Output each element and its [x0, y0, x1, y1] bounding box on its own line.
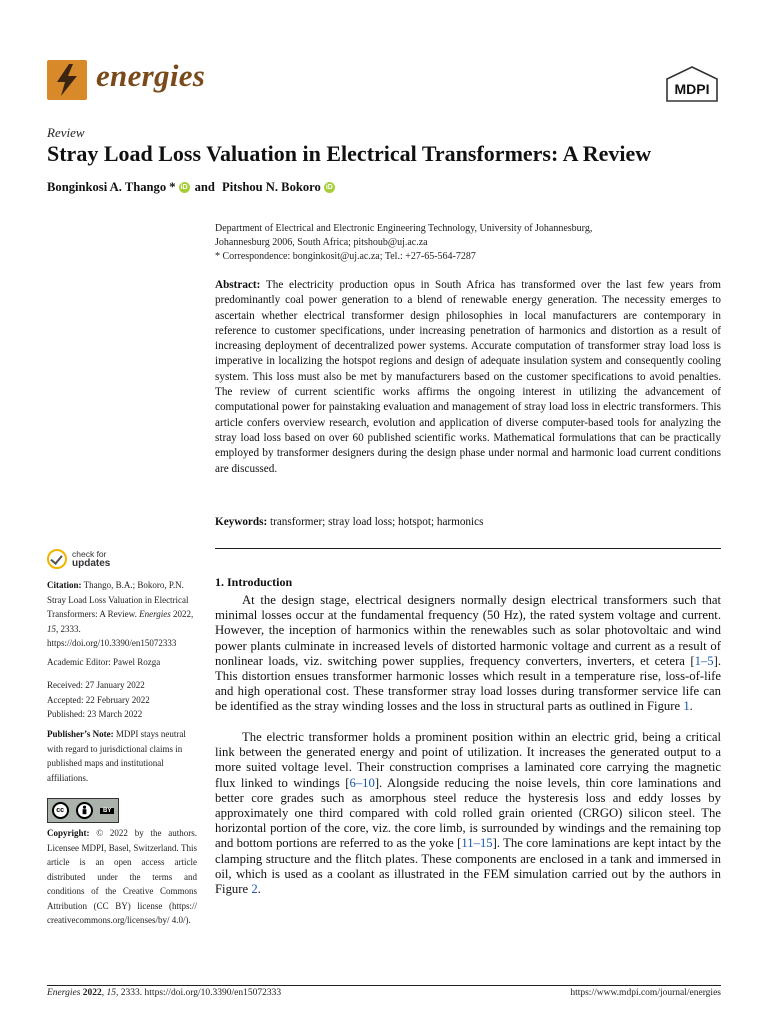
- footer-volume: 15: [106, 988, 117, 998]
- reference-link[interactable]: 11–15: [461, 836, 493, 851]
- date-received: Received: 27 January 2022: [47, 680, 145, 690]
- abstract-label: Abstract:: [215, 279, 261, 291]
- paragraph-text: ]. Alongside reducing the noise levels, thin core laminations and better core grades such as amorphous steel reduce the hysteresis loss and eddy losses by approximately one third compared with cold rolled grain oriented (CRGO) silicon steel. The horizontal portion of the core, viz. the core limb, is surrounded by windings and the remaining top and bottom portions are referred to as the yoke [: [215, 775, 721, 851]
- orcid-icon[interactable]: iD: [180, 184, 188, 191]
- citation-year: 2022: [173, 609, 192, 619]
- body-paragraph: [215, 730, 721, 897]
- paragraph-text: ]. The core laminations are kept intact by the clamping structure and the flitch plates. These components are enclosed in a tank and immersed in oil, which is used as a coolant as illustrated in the FEM simulation carried out by the authors in Figure: [215, 836, 722, 897]
- cc-by-license-badge[interactable]: [47, 798, 119, 823]
- paragraph-text: At the design stage, electrical designers normally design electrical transformers such that minimal losses occur at the fundamental frequency (50 Hz), the rated system voltage and current. However, the inception of harmonics within the renewables such as solar photovoltaic and wind power plants culminate in increased levels of distorted harmonic voltage and current as a result of nonlinear loads, viz. switching power supplies, frequency converters, inverters, et cetera [: [215, 593, 721, 668]
- paragraph-text: The electric transformer holds a prominent position within an electric grid, being a critical link between the generated energy and point of utilization. It increases the generated output to a more suited voltage level. Their construction comprises a laminated core carrying the magnetic flux linked to windings [: [215, 730, 721, 790]
- keywords-label: Keywords:: [215, 516, 268, 528]
- article-title: Stray Load Loss Valuation in Electrical Transformers: A Review: [47, 141, 652, 166]
- abstract-text: The electricity production opus in South Africa has transformed over the last few years from predominantly coal power generation to a blend of renewable energy generation. The necessity emerges to ascertain whether electrical transformer design philosophies in local manufacturers are contemporary in reference to customer specifications, under increasing penetration of harmonics and distortion as a result of increasing deployment of decentralized power systems. Accurate computation of transformer stray load loss is imperative in localizing the hotspot regions and design of adequate insulation system and consequently cooling system. This loss must also be met by manufacturers based on the customer specifications to avoid penalties. The review of current scientific works affirms the ongoing interest in utilizing the advancement of computational power for painstaking evaluation and management of stray load loss in electric transformers. This article confers overview research, evolution and application of diverse computer-based tools for analyzing the stray load loss based on over 60 published scientific works. Mathematical formulations that can be practically employed by transformer designers during the design phase under normal and harmonic load current conditions are discussed.: [215, 279, 721, 475]
- check-updates-line2: updates: [72, 558, 111, 569]
- footer-year: 2022: [82, 988, 102, 998]
- article-type: Review: [47, 125, 85, 140]
- body-paragraph: [215, 593, 721, 715]
- reference-link[interactable]: 1–5: [694, 653, 714, 668]
- publisher-note-label: Publisher’s Note:: [47, 729, 114, 739]
- date-published: Published: 23 March 2022: [47, 709, 143, 719]
- journal-logo-icon: [47, 60, 87, 100]
- checkmark-icon: [47, 549, 67, 569]
- reference-link[interactable]: 6–10: [349, 775, 375, 790]
- citation-text: Thango, B.A.; Bokoro, P.N. Stray Load Loss Valuation in Electrical Transformers: A Review.: [47, 580, 189, 619]
- author-list: [47, 180, 338, 195]
- paragraph-text: ]. This distortion ensues transformer harmonic losses which result in a temperature rise, loss-of-life and high operational cost. These transformer stray load losses during transformer service life can be identified as the stray winding losses and the loss in structural parts as outlined in Figure: [215, 653, 721, 714]
- copyright-text: © 2022 by the authors. Licensee MDPI, Basel, Switzerland. This article is an open access article distributed under the terms and conditions of the Creative Commons Attribution (CC BY) license (https:// creativecommons.org/licenses/by/ 4.0/).: [47, 828, 198, 925]
- check-updates-line1: check for: [72, 549, 107, 559]
- section-heading: 1. Introduction: [215, 575, 293, 589]
- dates-block: [47, 678, 197, 722]
- affiliation-line: Department of Electrical and Electronic Engineering Technology, University of Johannesburg,: [215, 223, 593, 234]
- orcid-icon[interactable]: iD: [325, 184, 333, 191]
- publisher-note: [47, 727, 197, 785]
- footer-journal-url[interactable]: https://www.mdpi.com/journal/energies: [570, 988, 721, 998]
- footer-doi[interactable]: , 2333. https://doi.org/10.3390/en15072333: [116, 988, 282, 998]
- keywords-text: transformer; stray load loss; hotspot; harmonics: [270, 516, 484, 528]
- correspondence: * Correspondence: bonginkosit@uj.ac.za; Tel.: +27-65-564-7287: [215, 251, 476, 262]
- figure-link[interactable]: 2: [251, 882, 258, 897]
- cc-icon: cc: [52, 802, 69, 819]
- affiliation-line: Johannesburg 2006, South Africa; pitshoub@uj.ac.za: [215, 237, 428, 248]
- mdpi-logo-icon: [666, 66, 718, 102]
- citation-volume: 15: [47, 623, 56, 634]
- figure-link[interactable]: 1: [683, 699, 690, 714]
- copyright-block: [47, 826, 197, 928]
- cc-by-text: BY: [100, 808, 114, 814]
- publisher-note-text: MDPI stays neutral with regard to jurisdictional claims in published maps and institutional affiliations.: [47, 729, 186, 783]
- publisher-name: MDPI: [674, 81, 710, 97]
- abstract: [215, 278, 721, 477]
- academic-editor: Academic Editor: Pawel Rozga: [47, 657, 161, 667]
- author-name[interactable]: Pitshou N. Bokoro: [222, 180, 321, 194]
- citation-journal: Energies: [139, 609, 171, 619]
- author-name[interactable]: Bonginkosi A. Thango *: [47, 180, 176, 194]
- footer-divider: [47, 985, 721, 986]
- citation-block: Citation: Thango, B.A.; Bokoro, P.N. Stray Load Loss Valuation in Electrical Transformers: A Review. Energies 2022, 15, 2333. https://doi.org/10.3390/en15072333: [47, 580, 194, 648]
- journal-name: energies: [96, 58, 206, 93]
- copyright-label: Copyright:: [47, 828, 90, 838]
- paragraph-text: .: [257, 882, 261, 897]
- citation-label: Citation:: [47, 580, 82, 590]
- footer-journal: Energies: [47, 988, 81, 998]
- author-conjunction: and: [194, 180, 215, 194]
- attribution-icon: [76, 802, 93, 819]
- check-for-updates-button[interactable]: [47, 546, 167, 572]
- divider: [215, 548, 721, 549]
- citation-doi[interactable]: , 2333. https://doi.org/10.3390/en15072333: [47, 623, 177, 648]
- date-accepted: Accepted: 22 February 2022: [47, 694, 150, 705]
- keywords: [215, 515, 721, 530]
- footer-citation: Energies 2022, 15, 2333. https://doi.org/10.3390/en15072333: [47, 988, 282, 998]
- affiliations: [215, 222, 725, 264]
- paragraph-text: .: [689, 699, 693, 714]
